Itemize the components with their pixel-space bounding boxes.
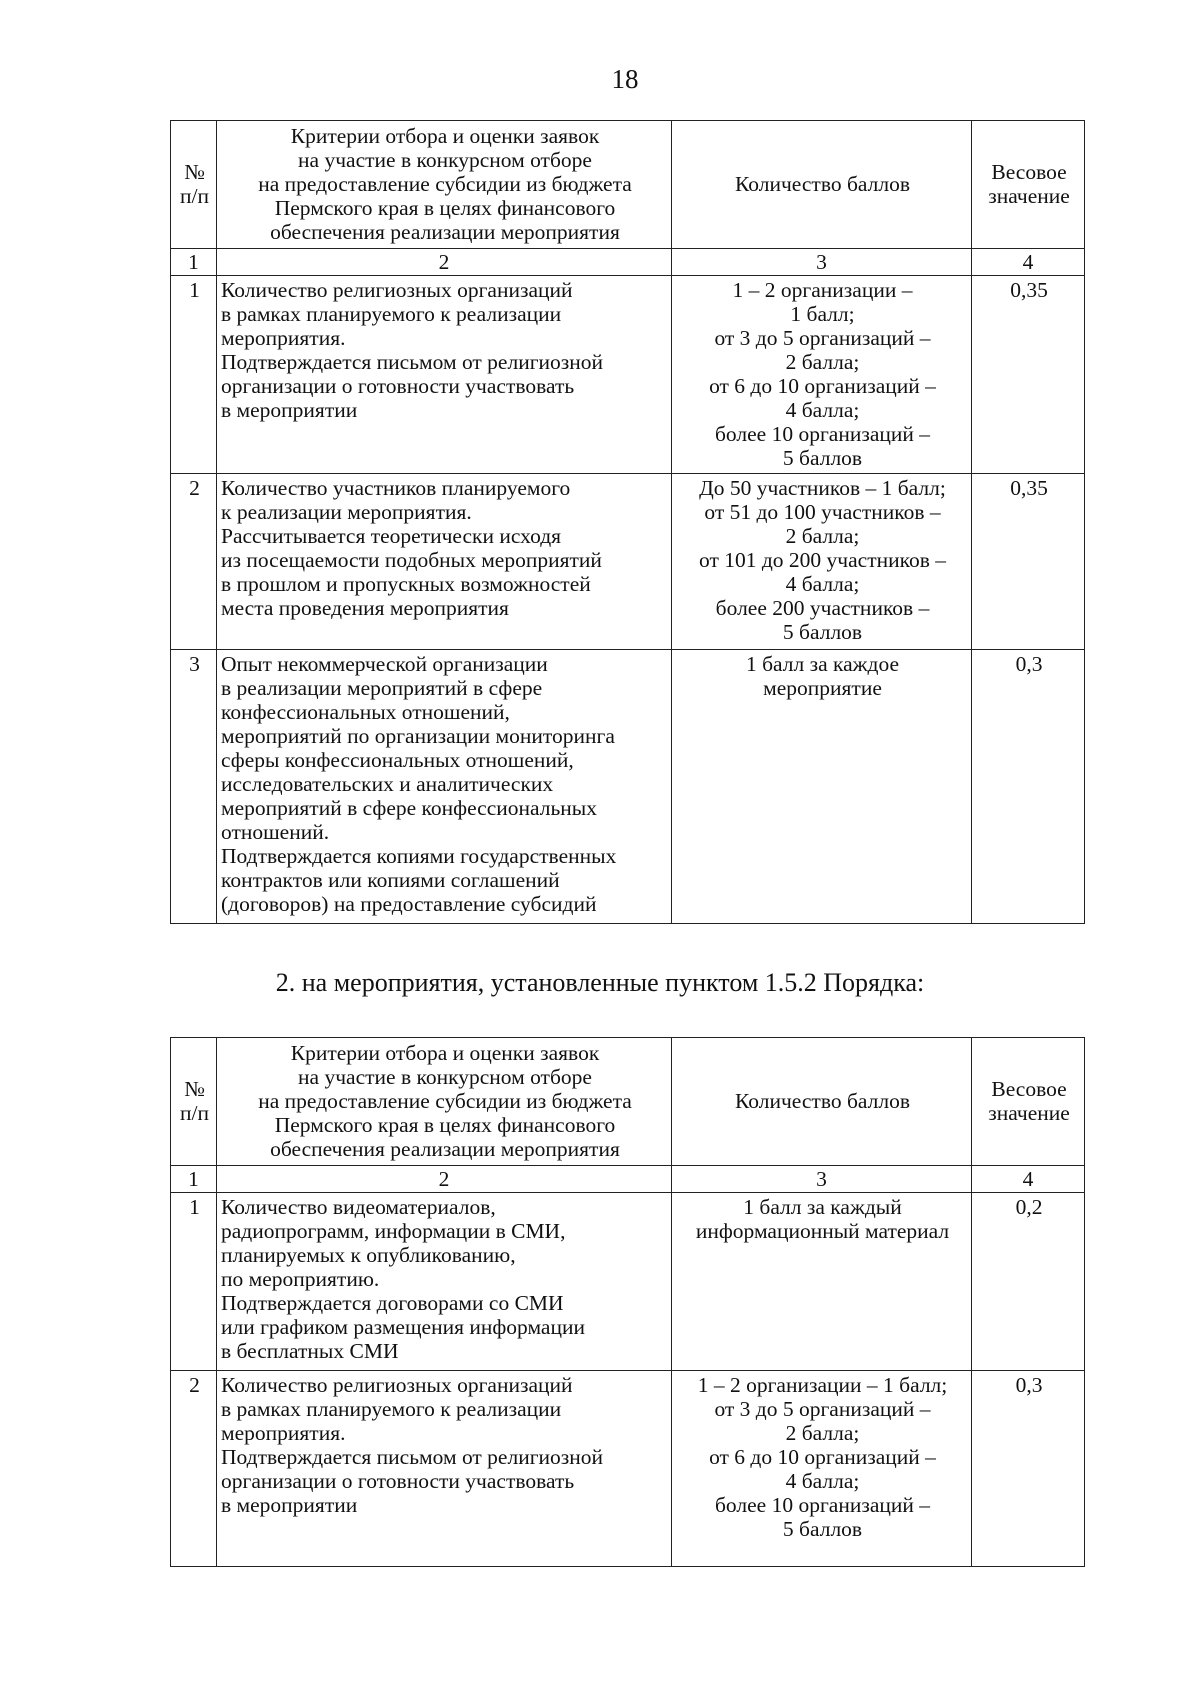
table-row [171,474,1085,650]
column-number: 2 [217,1166,672,1193]
column-number: 3 [672,1166,972,1193]
header-criteria: Критерии отбора и оценки заявок на участие в конкурсном отборе на предоставление субсидии из бюджета Пермского края в целях финансового обеспечения реализации мероприятия [217,121,672,249]
row-criteria: Количество религиозных организаций в рамках планируемого к реализации мероприятия. Подтверждается письмом от религиозной организации о готовности участвовать в мероприятии [217,1371,672,1567]
table-row [171,1193,1085,1371]
header-criteria: Критерии отбора и оценки заявок на участие в конкурсном отборе на предоставление субсидии из бюджета Пермского края в целях финансового обеспечения реализации мероприятия [217,1038,672,1166]
criteria-table-1 [170,120,1085,924]
header-points: Количество баллов [672,1038,972,1166]
row-weight: 0,3 [972,1371,1085,1567]
header-weight: Весовое значение [972,121,1085,249]
row-weight: 0,2 [972,1193,1085,1371]
column-number: 4 [972,249,1085,276]
row-number: 2 [171,1371,217,1567]
header-points: Количество баллов [672,121,972,249]
section-heading: 2. на мероприятия, установленные пунктом 1.5.2 Порядка: [275,968,925,997]
row-criteria: Количество религиозных организаций в рамках планируемого к реализации мероприятия. Подтверждается письмом от религиозной организации о готовности участвовать в мероприятии [217,276,672,474]
row-weight: 0,3 [972,650,1085,924]
row-points: 1 – 2 организации – 1 балл; от 3 до 5 организаций – 2 балла; от 6 до 10 организаций – 4 балла; более 10 организаций – 5 баллов [672,1371,972,1567]
header-no: № п/п [171,121,217,249]
row-weight: 0,35 [972,276,1085,474]
row-points: До 50 участников – 1 балл; от 51 до 100 участников – 2 балла; от 101 до 200 участников – 4 балла; более 200 участников – 5 баллов [672,474,972,650]
row-criteria: Опыт некоммерческой организации в реализации мероприятий в сфере конфессиональных отношений, мероприятий по организации мониторинга сферы конфессиональных отношений, исследовательских и аналитических мероприятий в сфере конфессиональных отношений. Подтверждается копиями государственных контрактов или копиями соглашений (договоров) на предоставление субсидий [217,650,672,924]
row-points: 1 балл за каждое мероприятие [672,650,972,924]
row-weight: 0,35 [972,474,1085,650]
column-number: 1 [171,249,217,276]
header-weight: Весовое значение [972,1038,1085,1166]
header-no: № п/п [171,1038,217,1166]
column-numbers-row [171,249,1085,276]
row-points: 1 балл за каждый информационный материал [672,1193,972,1371]
table-row [171,1371,1085,1567]
page-number: 18 [611,64,639,94]
column-number: 4 [972,1166,1085,1193]
row-number: 1 [171,276,217,474]
row-number: 3 [171,650,217,924]
row-criteria: Количество участников планируемого к реализации мероприятия. Рассчитывается теоретически исходя из посещаемости подобных мероприятий в прошлом и пропускных возможностей места проведения мероприятия [217,474,672,650]
column-number: 3 [672,249,972,276]
row-number: 1 [171,1193,217,1371]
table-row [171,650,1085,924]
table-row [171,276,1085,474]
row-points: 1 – 2 организации – 1 балл; от 3 до 5 организаций – 2 балла; от 6 до 10 организаций – 4 балла; более 10 организаций – 5 баллов [672,276,972,474]
table-header-row [171,1038,1085,1166]
row-number: 2 [171,474,217,650]
criteria-table-2 [170,1037,1085,1567]
column-number: 2 [217,249,672,276]
row-criteria: Количество видеоматериалов, радиопрограмм, информации в СМИ, планируемых к опубликованию, по мероприятию. Подтверждается договорами со СМИ или графиком размещения информации в бесплатных СМИ [217,1193,672,1371]
column-numbers-row [171,1166,1085,1193]
table-header-row [171,121,1085,249]
column-number: 1 [171,1166,217,1193]
